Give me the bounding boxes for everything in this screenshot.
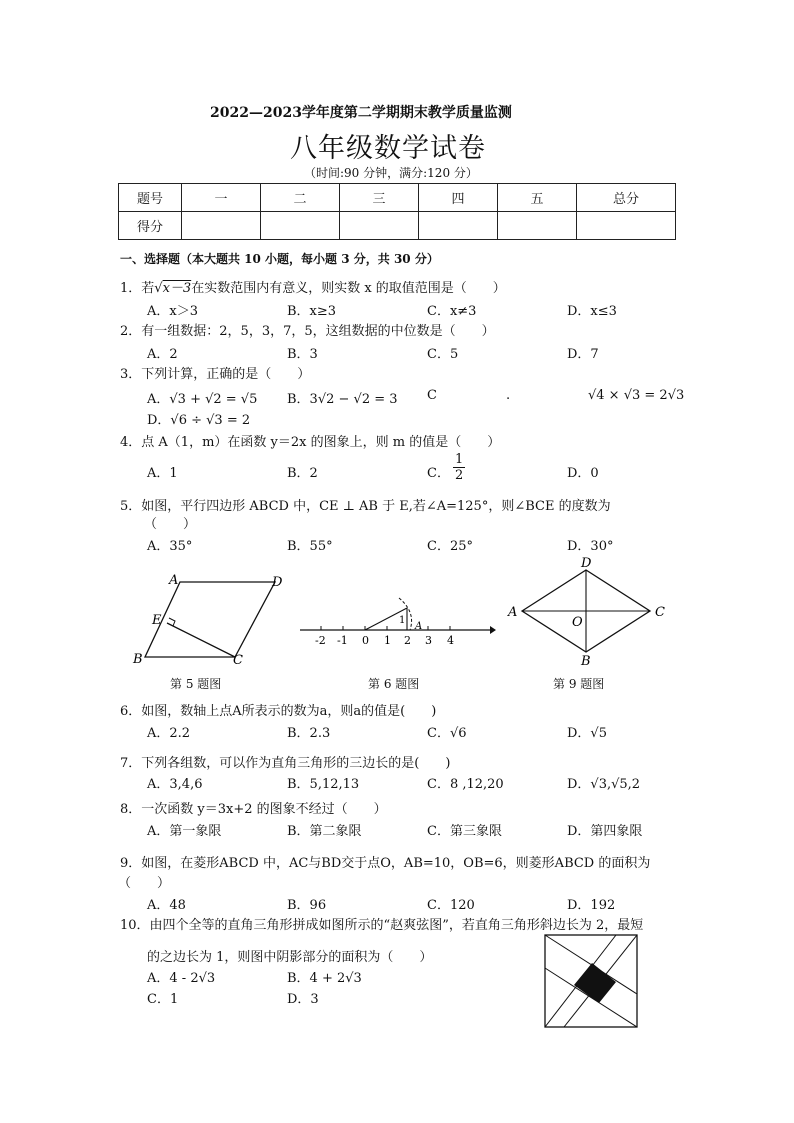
question-10: 10．由四个全等的直角三角形拼成如图所示的“赵爽弦图”，若直角三角形斜边长为 2，最短: [120, 918, 644, 933]
q9-option-b[interactable]: B．96: [287, 898, 327, 913]
segment-ce: [167, 623, 235, 657]
figure-5-caption: 第 5 题图: [170, 677, 222, 691]
q2-option-a[interactable]: A．2: [147, 347, 178, 362]
q4-option-a[interactable]: A．1: [147, 466, 178, 481]
q8-option-d[interactable]: D．第四象限: [567, 824, 643, 839]
number-line-arrow: [490, 626, 496, 634]
zhao-shuang-figure: [544, 934, 640, 1030]
label-a: A: [508, 605, 518, 620]
label-e: E: [152, 613, 162, 628]
q7-option-c[interactable]: C．8 ,12,20: [427, 777, 504, 792]
q1-option-d[interactable]: D．x≤3: [567, 304, 617, 319]
q10-option-a[interactable]: A．4 - 2√3: [147, 971, 216, 986]
q6-option-d[interactable]: D．√5: [567, 726, 607, 741]
q2-option-c[interactable]: C．5: [427, 347, 459, 362]
q6-option-c[interactable]: C．√6: [427, 726, 467, 741]
score-cell[interactable]: [419, 212, 498, 240]
q1-radicand: x－3: [162, 281, 192, 296]
exam-subject: 八年级数学试卷: [290, 133, 486, 164]
label-b: B: [133, 652, 143, 667]
q3-option-d[interactable]: D．√6 ÷ √3 = 2: [147, 413, 251, 428]
question-5: 5．如图，平行四边形 ABCD 中，CE ⊥ AB 于 E,若∠A=125°，则∠BCE 的度数为: [120, 499, 611, 514]
tick-label: 1: [384, 634, 391, 647]
score-table-header-row: [119, 184, 676, 212]
label-c: C: [655, 605, 665, 620]
label-o: O: [572, 615, 583, 630]
q8-option-b[interactable]: B．第二象限: [287, 824, 362, 839]
score-table: [118, 183, 676, 240]
q2-option-d[interactable]: D．7: [567, 347, 599, 362]
tick-label: 0: [362, 634, 369, 647]
score-header-cell: 题号: [119, 184, 182, 212]
score-table-row: [119, 212, 676, 240]
q1-radical: √x－3: [154, 281, 192, 296]
figure-6: [298, 590, 498, 650]
q7-option-d[interactable]: D．√3,√5,2: [567, 777, 641, 792]
q3-option-b[interactable]: B．3√2 − √2 = 3: [287, 392, 398, 407]
question-3: 3．下列计算，正确的是（ ）: [120, 367, 311, 382]
q3-option-c-content[interactable]: √4 × √3 = 2√3: [588, 388, 685, 403]
q5-option-c[interactable]: C．25°: [427, 539, 473, 554]
leg-label: 1: [399, 615, 406, 626]
q1-option-b[interactable]: B．x≥3: [287, 304, 337, 319]
q4-fraction: [453, 452, 465, 483]
parallelogram-abcd: [145, 582, 275, 657]
score-header-cell: 五: [498, 184, 577, 212]
q1-option-a[interactable]: A．x＞3: [147, 304, 198, 319]
q10-option-c[interactable]: C．1: [147, 992, 179, 1007]
label-d: D: [272, 575, 283, 590]
q4-option-d[interactable]: D．0: [567, 466, 599, 481]
question-9: 9．如图，在菱形ABCD 中，AC与BD交于点O，AB=10，OB=6，则菱形ABCD 的面积为: [120, 856, 651, 871]
exam-title: 2022—2023学年度第二学期期末教学质量监测: [210, 105, 512, 121]
figure-9-caption: 第 9 题图: [553, 677, 605, 691]
question-5-paren: （ ）: [144, 517, 197, 532]
score-header-cell: 二: [261, 184, 340, 212]
score-header-cell: 三: [340, 184, 419, 212]
q1-stem-a: 1．若: [120, 281, 155, 296]
question-9-paren: （ ）: [118, 876, 171, 891]
q2-option-b[interactable]: B．3: [287, 347, 318, 362]
label-b: B: [581, 654, 591, 669]
point-a-label: A: [415, 621, 423, 632]
q9-option-d[interactable]: D．192: [567, 898, 616, 913]
score-cell[interactable]: [498, 212, 577, 240]
score-cell[interactable]: [182, 212, 261, 240]
q3-option-c[interactable]: C: [427, 388, 437, 403]
score-row-label: 得分: [119, 212, 182, 240]
q1-stem-b: 在实数范围内有意义，则实数 x 的取值范围是（ ）: [191, 281, 506, 296]
q5-option-a[interactable]: A．35°: [147, 539, 193, 554]
figure-5: [125, 565, 300, 670]
label-d: D: [581, 556, 592, 571]
q5-option-d[interactable]: D．30°: [567, 539, 614, 554]
label-c: C: [233, 653, 243, 668]
question-2: 2．有一组数据：2，5，3，7，5，这组数据的中位数是（ ）: [120, 324, 495, 339]
tick-label: 3: [425, 634, 432, 647]
exam-meta: （时间:90 分钟，满分:120 分）: [304, 166, 478, 180]
q4-frac-num: 1: [455, 452, 464, 467]
q7-option-a[interactable]: A．3,4,6: [147, 777, 203, 792]
q9-option-a[interactable]: A．48: [147, 898, 186, 913]
score-cell[interactable]: [577, 212, 676, 240]
tick-label: 2: [404, 634, 411, 647]
figure-6-caption: 第 6 题图: [368, 677, 420, 691]
q3-option-dot: .: [506, 388, 511, 403]
q9-option-c[interactable]: C．120: [427, 898, 475, 913]
q5-option-b[interactable]: B．55°: [287, 539, 333, 554]
q4-option-b[interactable]: B．2: [287, 466, 318, 481]
q6-option-a[interactable]: A．2.2: [147, 726, 191, 741]
tick-label: -2: [315, 634, 326, 647]
q10-option-b[interactable]: B．4 + 2√3: [287, 971, 362, 986]
section-heading: 一、选择题（本大题共 10 小题，每小题 3 分，共 30 分）: [120, 252, 439, 266]
score-cell[interactable]: [261, 212, 340, 240]
question-7: 7．下列各组数，可以作为直角三角形的三边长的是( ): [120, 756, 451, 771]
q8-option-c[interactable]: C．第三象限: [427, 824, 502, 839]
question-4: 4．点 A（1，m）在函数 y＝2x 的图象上，则 m 的值是（ ）: [120, 435, 501, 450]
question-8: 8．一次函数 y＝3x+2 的图象不经过（ ）: [120, 802, 387, 817]
figure-9: [502, 555, 677, 670]
question-10-cont: 的之边长为 1，则图中阴影部分的面积为（ ）: [147, 950, 433, 965]
tick-label: -1: [337, 634, 348, 647]
score-header-cell: 四: [419, 184, 498, 212]
q1-option-c[interactable]: C．x≠3: [427, 304, 477, 319]
score-header-cell: 总分: [577, 184, 676, 212]
q7-option-b[interactable]: B．5,12,13: [287, 777, 360, 792]
question-6: 6．如图，数轴上点A所表示的数为a，则a的值是( ): [120, 704, 437, 719]
tick-label: 4: [447, 634, 454, 647]
question-1: [120, 277, 506, 296]
q8-option-a[interactable]: A．第一象限: [147, 824, 222, 839]
q6-option-b[interactable]: B．2.3: [287, 726, 331, 741]
q10-option-d[interactable]: D．3: [287, 992, 319, 1007]
label-a: A: [169, 573, 179, 588]
score-cell[interactable]: [340, 212, 419, 240]
q3-option-a[interactable]: A．√3 + √2 = √5: [147, 392, 258, 407]
q4-option-c[interactable]: C．: [427, 466, 450, 481]
q4-frac-den: 2: [455, 468, 464, 483]
score-header-cell: 一: [182, 184, 261, 212]
